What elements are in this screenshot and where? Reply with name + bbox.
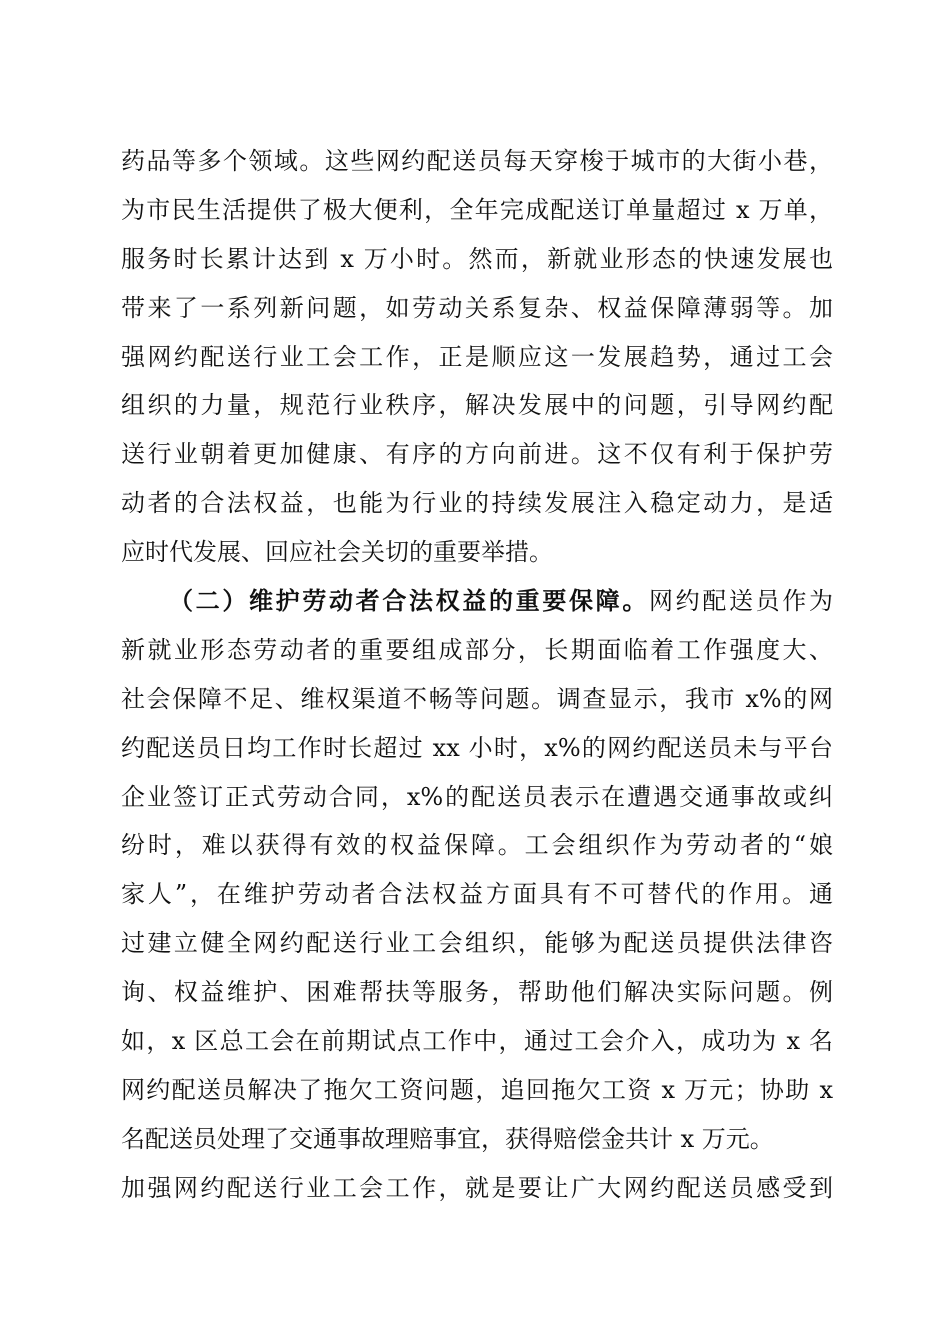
paragraph-1-line: 为市民生活提供了极大便利，全年完成配送订单量超过 x 万单，	[121, 195, 833, 224]
paragraph-1-line: 组织的力量，规范行业秩序，解决发展中的问题，引导网约配	[121, 391, 833, 420]
paragraph-2-line: 纷时，难以获得有效的权益保障。工会组织作为劳动者的“娘	[121, 831, 833, 860]
paragraph-2-line: 过建立健全网约配送行业工会组织，能够为配送员提供法律咨	[121, 929, 833, 958]
paragraph-2-first-line-text: 网约配送员作为	[649, 587, 833, 616]
paragraph-1-line: 动者的合法权益，也能为行业的持续发展注入稳定动力，是适	[121, 489, 833, 518]
paragraph-2-line: 社会保障不足、维权渠道不畅等问题。调查显示，我市 x%的网	[121, 684, 833, 713]
paragraph-2-line: 约配送员日均工作时长超过 xx 小时，x%的网约配送员未与平台	[121, 733, 833, 762]
paragraph-2-first-line	[121, 577, 833, 626]
paragraph-1-line: 服务时长累计达到 x 万小时。然而，新就业形态的快速发展也	[121, 244, 833, 273]
document-body	[121, 137, 833, 1213]
paragraph-2-line: 新就业形态劳动者的重要组成部分，长期面临着工作强度大、	[121, 635, 833, 664]
paragraph-1-line: 带来了一系列新问题，如劳动关系复杂、权益保障薄弱等。加	[121, 293, 833, 322]
paragraph-2-line: 加强网约配送行业工会工作，就是要让广大网约配送员感受到	[121, 1173, 833, 1202]
paragraph-1-line: 药品等多个领域。这些网约配送员每天穿梭于城市的大街小巷，	[121, 147, 833, 175]
paragraph-2-line: 家人”，在维护劳动者合法权益方面具有不可替代的作用。通	[121, 880, 833, 909]
paragraph-2-line: 如，x 区总工会在前期试点工作中，通过工会介入，成功为 x 名	[121, 1027, 833, 1056]
section-heading: （二）维护劳动者合法权益的重要保障。	[169, 586, 649, 616]
paragraph-2-line: 名配送员处理了交通事故理赔事宜，获得赔偿金共计 x 万元。	[121, 1124, 774, 1153]
paragraph-1-line: 应时代发展、回应社会关切的重要举措。	[121, 538, 553, 567]
paragraph-2-line: 企业签订正式劳动合同，x%的配送员表示在遭遇交通事故或纠	[121, 782, 833, 811]
paragraph-1-line: 送行业朝着更加健康、有序的方向前进。这不仅有利于保护劳	[121, 440, 833, 469]
paragraph-2-line: 询、权益维护、困难帮扶等服务，帮助他们解决实际问题。例	[121, 978, 833, 1007]
paragraph-2-line: 网约配送员解决了拖欠工资问题，追回拖欠工资 x 万元；协助 x	[121, 1075, 833, 1104]
paragraph-1-line: 强网约配送行业工会工作，正是顺应这一发展趋势，通过工会	[121, 342, 833, 371]
